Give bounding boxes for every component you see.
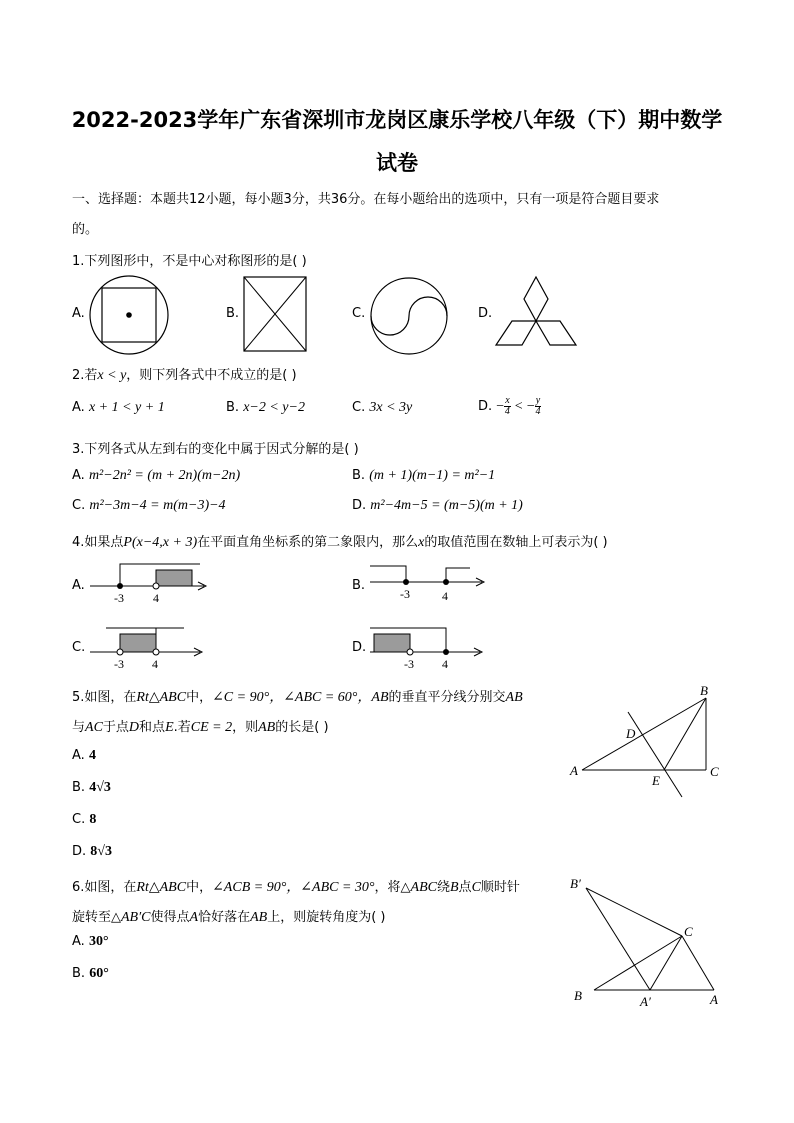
q4-option-c-label: C. bbox=[72, 640, 86, 655]
q3-option-c: C. m²−3m−4 = m(m−3)−4 bbox=[72, 498, 226, 513]
q6-option-b: B. 60° bbox=[72, 966, 109, 981]
q6-stem-line2: 旋转至△AB′C使得点A恰好落在AB上，则旋转角度为( ) bbox=[72, 910, 386, 925]
q2-option-b: B. x−2 < y−2 bbox=[226, 400, 305, 415]
q4-number-line-c bbox=[86, 624, 212, 672]
q6-label-c: C bbox=[684, 924, 693, 939]
q4-option-a-label: A. bbox=[72, 578, 85, 593]
q2-condition: x < y bbox=[97, 368, 127, 383]
q4d-tick-4: 4 bbox=[442, 657, 448, 671]
q6-rotation-figure bbox=[564, 872, 734, 1012]
q5-label-a: A bbox=[570, 763, 578, 778]
q5-option-c: C. 8 bbox=[72, 812, 97, 827]
q6-label-a: A bbox=[710, 992, 718, 1007]
q3-option-a: A. m²−2n² = (m + 2n)(m−2n) bbox=[72, 468, 241, 483]
q5-stem-line1: 5.如图，在Rt△ABC中，∠C = 90°，∠ABC = 60°，AB的垂直平分线分别交AB bbox=[72, 690, 523, 705]
q5-label-b: B bbox=[700, 683, 708, 698]
q1-figure-c-yin-yang bbox=[368, 275, 450, 357]
q5-option-d: D. 8√3 bbox=[72, 844, 112, 859]
q1-figure-b-rectangle-cross bbox=[242, 275, 308, 355]
q1-figure-a-circle-square bbox=[88, 275, 172, 357]
q5-label-e: E bbox=[652, 773, 660, 788]
q4b-tick-4: 4 bbox=[442, 589, 448, 603]
q1-option-d-label: D. bbox=[478, 306, 493, 321]
q2-option-d: D. − $\frac{x}{4}$ < − $\frac{y}{4}$ bbox=[478, 395, 541, 417]
exam-title-line1: 2022-2023学年广东省深圳市龙岗区康乐学校八年级（下）期中数学 bbox=[71, 108, 723, 132]
q2-option-a: A. x + 1 < y + 1 bbox=[72, 400, 165, 415]
q5-label-c: C bbox=[710, 764, 719, 779]
q6-label-b: B bbox=[574, 988, 582, 1003]
q2-option-c: C. 3x < 3y bbox=[352, 400, 413, 415]
q1-figure-d-three-rhombi bbox=[494, 275, 578, 349]
q4c-tick-4: 4 bbox=[152, 657, 158, 671]
q5-option-a: A. 4 bbox=[72, 748, 96, 763]
q4-number-line-a bbox=[86, 560, 212, 606]
q4b-tick-neg3: -3 bbox=[400, 587, 410, 601]
q5-stem-line2: 与AC于点D和点E.若CE = 2，则AB的长是( ) bbox=[72, 720, 329, 735]
q4-number-line-d bbox=[366, 624, 492, 672]
q5-triangle-figure bbox=[564, 680, 734, 800]
q4-option-d-label: D. bbox=[352, 640, 367, 655]
q3-option-b: B. (m + 1)(m−1) = m²−1 bbox=[352, 468, 496, 483]
section-heading-line2: 的。 bbox=[72, 222, 99, 237]
exam-title-line2: 试卷 bbox=[376, 151, 418, 175]
q1-option-a-label: A. bbox=[72, 306, 85, 321]
q2-stem: 2.若x < y，则下列各式中不成立的是( ) bbox=[72, 368, 297, 383]
section-heading-line1: 一、选择题：本题共12小题，每小题3分，共36分。在每小题给出的选项中，只有一项是符合题目要求 bbox=[72, 192, 660, 207]
q1-stem: 1.下列图形中，不是中心对称图形的是( ) bbox=[72, 254, 307, 269]
q4c-tick-neg3: -3 bbox=[114, 657, 124, 671]
q6-stem-line1: 6.如图，在Rt△ABC中，∠ACB = 90°，∠ABC = 30°，将△ABC绕B点C顺时针 bbox=[72, 880, 520, 895]
q4-number-line-b bbox=[366, 560, 492, 606]
q3-option-d: D. m²−4m−5 = (m−5)(m + 1) bbox=[352, 498, 523, 513]
q4a-tick-neg3: -3 bbox=[114, 591, 124, 605]
q6-label-a-prime: A′ bbox=[640, 994, 651, 1009]
q6-label-b-prime: B′ bbox=[570, 876, 581, 891]
q4-stem: 4.如果点P(x−4,x + 3)在平面直角坐标系的第二象限内，那么x的取值范围在数轴上可表示为( ) bbox=[72, 535, 608, 550]
q5-option-b: B. 4√3 bbox=[72, 780, 111, 795]
q1-option-c-label: C. bbox=[352, 306, 366, 321]
q5-label-d: D bbox=[626, 726, 636, 741]
q3-stem: 3.下列各式从左到右的变化中属于因式分解的是( ) bbox=[72, 442, 359, 457]
q6-option-a: A. 30° bbox=[72, 934, 109, 949]
q1-option-b-label: B. bbox=[226, 306, 240, 321]
q4a-tick-4: 4 bbox=[153, 591, 159, 605]
q4-option-b-label: B. bbox=[352, 578, 366, 593]
q4d-tick-neg3: -3 bbox=[404, 657, 414, 671]
